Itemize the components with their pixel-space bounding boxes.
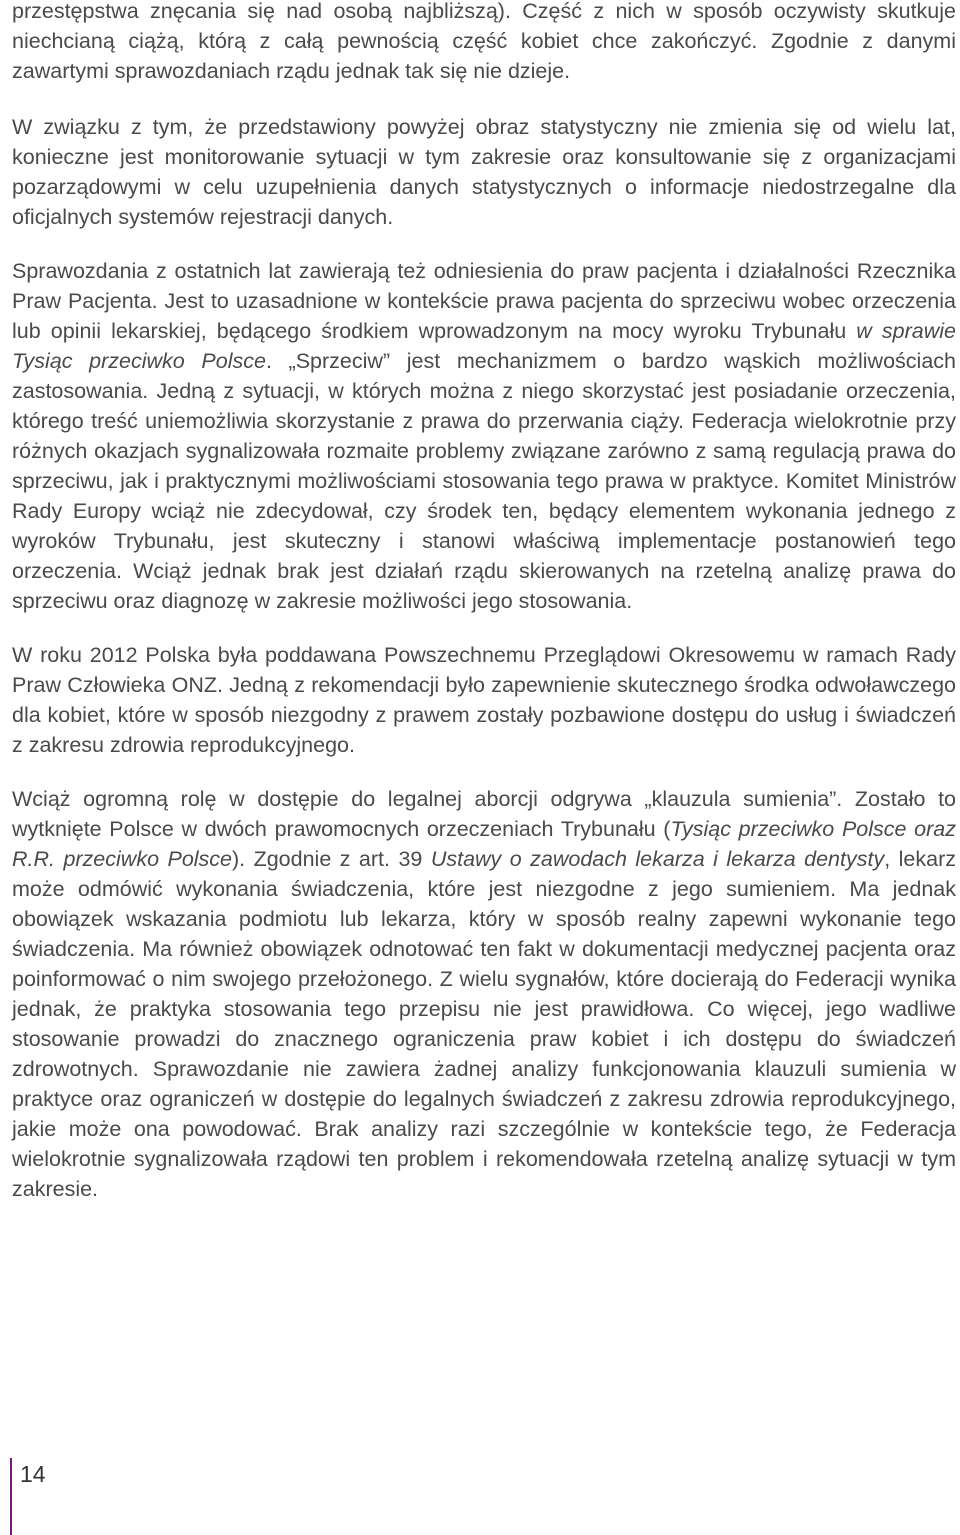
paragraph-text: , lekarz może odmówić wykonania świadczenia, które jest niezgodne z jego sumieniem. Ma jednak obowiązek wskazania podmiotu lub lekarza, który w sposób realny zapewni wykonanie tego świadczenia. Ma również obowiązek odnotować ten fakt w dokumentacji medycznej pacjenta oraz poinformować o nim swojego przełożonego. Z wielu sygnałów, które docierają do Federacji wynika jednak, że praktyka stosowania tego przepisu nie jest prawidłowa. Co więcej, jego wadliwe stosowanie prowadzi do znacznego ograniczenia praw kobiet i ich dostępu do świadczeń zdrowotnych. Sprawozdanie nie zawiera żadnej analizy funkcjonowania klauzuli sumienia w praktyce oraz ograniczeń w dostępie do legalnych świadczeń z zakresu zdrowia reprodukcyjnego, jakie może ona powodować. Brak analizy razi szczególnie w kontekście tego, że Federacja wielokrotnie sygnalizowała rządowi ten problem i rekomendowała rzetelną analizę sytuacji w tym zakresie. (12, 847, 956, 1201)
paragraph (12, 784, 956, 1204)
page-number: 14 (20, 1461, 46, 1487)
paragraph-italic-text: Ustawy o zawodach lekarza i lekarza dentysty (430, 847, 885, 871)
paragraph-text: . „Sprzeciw” jest mechanizmem o bardzo wąskich możliwościach zastosowania. Jedną z sytuacji, w których można z niego skorzystać jest posiadanie orzeczenia, którego treść uniemożliwia skorzystanie z prawa do przerwania ciąży. Federacja wielokrotnie przy różnych okazjach sygnalizowała rozmaite problemy związane zarówno z samą regulacją prawa do sprzeciwu, jak i praktycznymi możliwościami stosowania tego prawa w praktyce. Komitet Ministrów Rady Europy wciąż nie zdecydował, czy środek ten, będący elementem wykonania jednego z wyroków Trybunału, jest skuteczny i stanowi właściwą implementacje postanowień tego orzeczenia. Wciąż jednak brak jest działań rządu skierowanych na rzetelną analizę prawa do sprzeciwu oraz diagnozę w zakresie możliwości jego stosowania. (12, 349, 956, 613)
paragraph-text: Sprawozdania z ostatnich lat zawierają też odniesienia do praw pacjenta i działalności Rzecznika Praw Pacjenta. Jest to uzasadnione w kontekście prawa pacjenta do sprzeciwu wobec orzeczenia lub opinii lekarskiej, będącego środkiem wprowadzonym na mocy wyroku Trybunału (12, 259, 956, 343)
paragraph (12, 256, 956, 616)
paragraph-text: W roku 2012 Polska była poddawana Powszechnemu Przeglądowi Okresowemu w ramach Rady Praw Człowieka ONZ. Jedną z rekomendacji było zapewnienie skutecznego środka odwoławczego dla kobiet, które w sposób niezgodny z prawem zostały pozbawione dostępu do usług i świadczeń z zakresu zdrowia reprodukcyjnego. (12, 643, 956, 757)
paragraph-text: ). Zgodnie z art. 39 (232, 847, 431, 871)
paragraph (12, 0, 956, 86)
paragraph (12, 640, 956, 760)
document-body (12, 0, 956, 1228)
paragraph-text: W związku z tym, że przedstawiony powyżej obraz statystyczny nie zmienia się od wielu lat, konieczne jest monitorowanie sytuacji w tym zakresie oraz konsultowanie się z organizacjami pozarządowymi w celu uzupełnienia danych statystycznych o informacje niedostrzegalne dla oficjalnych systemów rejestracji danych. (12, 115, 956, 229)
paragraph-text: Wciąż ogromną rolę w dostępie do legalnej aborcji odgrywa „klauzula sumienia”. Zostało to wytknięte Polsce w dwóch prawomocnych orzeczeniach Trybunału ( (12, 787, 956, 841)
paragraph-italic-text: w sprawie Tysiąc przeciwko Polsce (12, 319, 956, 373)
paragraph-text: przestępstwa znęcania się nad osobą najbliższą). Część z nich w sposób oczywisty skutkuje niechcianą ciążą, którą z całą pewnością część kobiet chce zakończyć. Zgodnie z danymi zawartymi sprawozdaniach rządu jednak tak się nie dzieje. (12, 0, 956, 83)
paragraph (12, 112, 956, 232)
page-number-accent-bar (10, 1458, 12, 1535)
paragraph-italic-text: Tysiąc przeciwko Polsce oraz R.R. przeciwko Polsce (12, 817, 956, 871)
